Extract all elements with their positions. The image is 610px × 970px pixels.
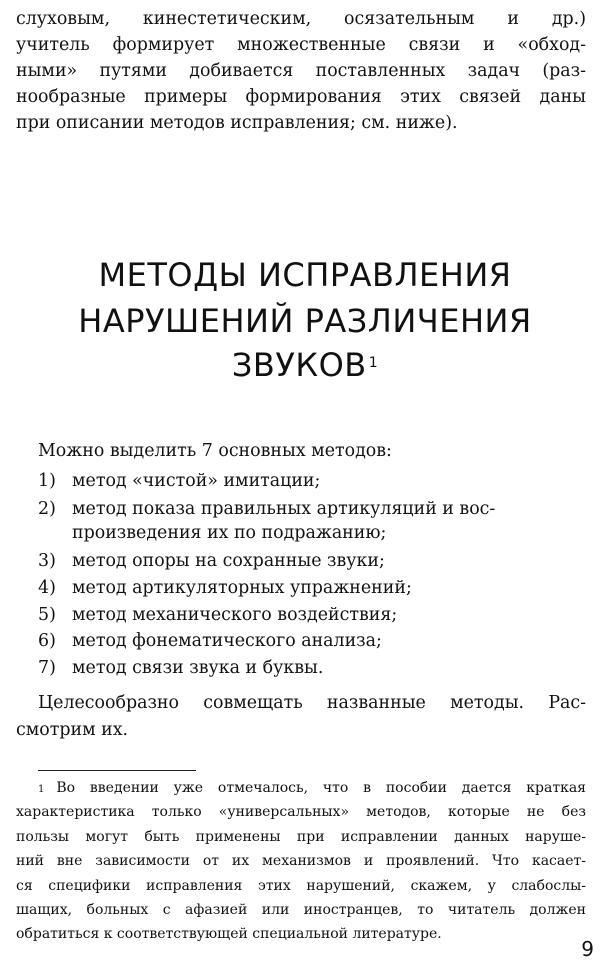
top-paragraph-line: ными» путями добивается поставленных задач (раз- [16,61,586,81]
list-item [38,628,586,654]
list-item-number: 4) [38,578,56,598]
footnote-text: Во введении уже отмечалось, что в пособии дается краткая [56,780,586,796]
footnote-line: характеристика только «универсальных» методов, которые не без [16,804,586,820]
list-item [38,602,586,628]
footnote-line [38,776,586,801]
top-paragraph-line: слуховым, кинестетическим, осязательным и др.) [16,9,586,29]
list-item [38,575,586,601]
list-item [38,548,586,574]
list-item-number: 3) [38,551,56,571]
methods-intro: Можно выделить 7 основных методов: [38,441,392,461]
page-number: 9 [581,937,594,961]
list-item-text: метод показа правильных артикуляций и вос- [72,499,496,519]
list-item-number: 6) [38,631,56,651]
footnote-line: ся специфики исправления этих нарушений, скажем, у слабослы- [16,878,586,894]
list-item-text: метод опоры на сохранные звуки; [72,551,385,571]
closing-paragraph-line: смотрим их. [16,720,129,740]
top-paragraph-line: при описании методов исправления; см. ниже). [16,113,458,133]
footnote-divider [38,770,196,771]
footnote-line: шащих, больных с афазией или иностранцев, то читатель должен [16,902,586,918]
list-item-continuation: произведения их по подражанию; [72,523,387,543]
list-item-number: 1) [38,471,56,491]
section-heading-line-3 [0,342,610,388]
section-heading-line-2: НАРУШЕНИЙ РАЗЛИЧЕНИЯ [78,302,532,340]
list-item-text: метод связи звука и буквы. [72,658,324,678]
footnote-line: обратиться к соответствующей специальной литературе. [16,926,442,942]
closing-paragraph-line: Целесообразно совмещать названные методы. Рас- [38,693,586,713]
footnote-line: пользы могут быть применены при исправлении данных наруше- [16,829,586,845]
list-item-text: метод артикуляторных упражнений; [72,578,412,598]
list-item-text: метод «чистой» имитации; [72,471,321,491]
top-paragraph-line: нообразные примеры формирования этих связей даны [16,87,586,107]
footnote-mark: 1 [38,784,45,795]
list-item-number: 7) [38,658,56,678]
section-heading-line-1: МЕТОДЫ ИСПРАВЛЕНИЯ [98,256,512,294]
list-item [38,468,586,494]
list-item [38,655,586,681]
footnote-reference: 1 [368,355,379,371]
top-paragraph-line: учитель формирует множественные связи и «обход- [16,35,586,55]
list-item-number: 2) [38,499,56,519]
list-item-text: метод механического воздействия; [72,605,398,625]
list-item-text: метод фонематического анализа; [72,631,382,651]
footnote-line: ний вне зависимости от их механизмов и проявлений. Что касает- [16,853,586,869]
section-heading-word: ЗВУКОВ [231,346,367,384]
list-item-number: 5) [38,605,56,625]
list-item [38,496,586,522]
